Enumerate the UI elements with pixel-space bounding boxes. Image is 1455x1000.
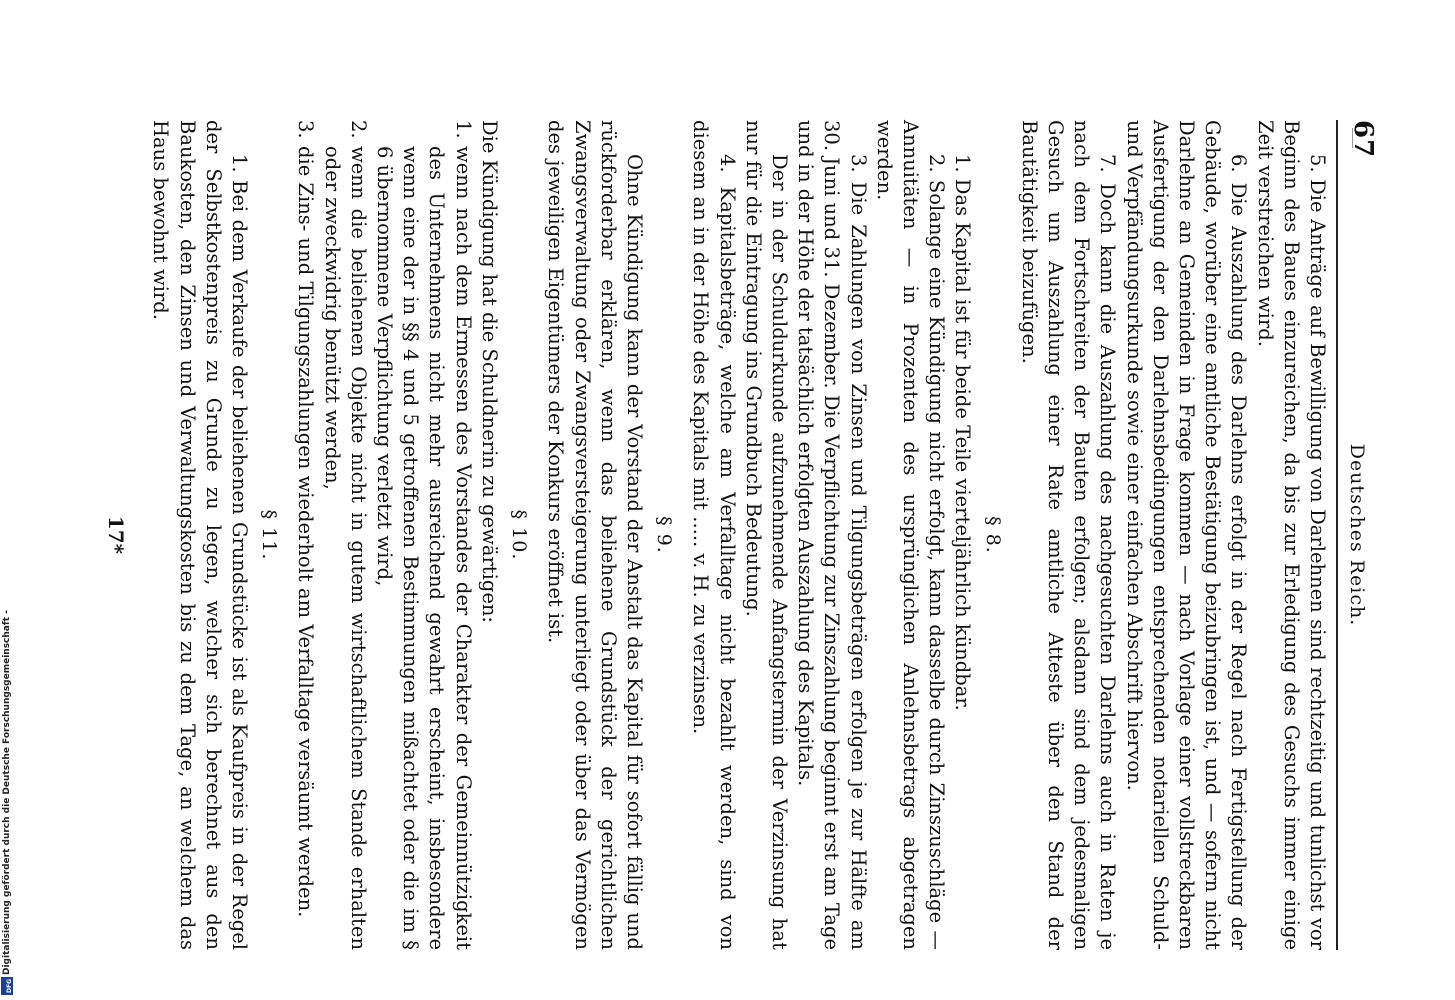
page-number: 67	[1348, 120, 1378, 159]
dfg-logo-icon: DFG	[1, 977, 13, 995]
list-item	[318, 120, 370, 950]
running-title: Deutsches Reich.	[1346, 443, 1368, 627]
list-item	[371, 120, 476, 950]
section-paragraph: Ohne Kündigung kann der Vorstand der Anstalt das Kapital für sofort fällig und rückforderbar erklären, wenn das beliehene Grundstück der gerichtlichen Zwangsverwaltung oder Zwangsversteigerung unterliegt oder über das Vermögen des jeweiligen Eigentümers der Konkurs eröffnet ist.	[544, 120, 646, 950]
page-header	[1336, 120, 1378, 950]
section-paragraph: Der in der Schuldurkunde aufzunehmende Anfangstermin der Verzinsung hat nur für die Eintragung ins Grundbuch Bedeutung.	[741, 120, 791, 950]
intro-paragraphs	[1016, 120, 1330, 950]
paragraph-7: 7. Doch kann die Auszahlung des nachgesuchten Darlehns auch in Raten je nach dem Fortschreiten der Bauten erfolgen; alsdann sind dem jedesmaligen Gesuch um Auszahlung einer Rate amtliche Atteste über den Stand der Bautätigkeit beizufügen.	[1017, 120, 1120, 950]
list-item-text: wenn die beliehenen Objekte nicht in gutem wirtschaftlichem Stande erhalten oder zweckwidrig benützt werden,	[320, 146, 370, 950]
section-9	[542, 120, 677, 950]
section-heading: § 10.	[508, 509, 531, 561]
section-11	[147, 120, 282, 950]
list-item-number: 2.	[346, 120, 370, 139]
list-item-number: 1.	[451, 120, 475, 139]
signature-mark: 17*	[104, 515, 129, 555]
list-item-text: wenn nach dem Ermessen des Vorstandes der Charakter der Gemeinnützigkeit des Unternehmens nicht mehr ausreichend gewahrt erscheint, insbesondere wenn eine der in §§ 4 und 5 getroffenen Bestimmungen mißachtet oder die im § 6 übernommene Verpflichtung verletzt wird,	[373, 146, 475, 950]
section-paragraph: 1. Das Kapital ist für beide Teile vierteljährlich kündbar.	[951, 154, 975, 711]
section-8	[687, 120, 1005, 950]
section-heading: § 11.	[258, 509, 281, 561]
list-item-number: 3.	[294, 120, 318, 139]
paragraph-6: 6. Die Auszahlung des Darlehns erfolgt in der Regel nach Fertigstellung der Gebäude, worüber eine amtliche Bestätigung beizubringen ist, und — sofern nicht Darlehne an Gemeinden in Frage kommen — nach Vorlage einer vollstreckbaren Ausfertigung der den Darlehnsbedingungen entsprechenden notariellen Schuld- und Verpfändungsurkunde sowie einer einfachen Abschrift hiervon.	[1122, 120, 1251, 950]
list-item	[292, 120, 318, 950]
list-item-text: die Zins- und Tilgungszahlungen wiederholt am Verfalltage versäumt werden.	[294, 146, 318, 918]
section-paragraph: 2. Solange eine Kündigung nicht erfolgt, kann dasselbe durch Zinszuschläge — Annuitäten — in Prozenten des ursprünglichen Anlehnsbetrags abgetragen werden.	[872, 120, 949, 950]
section-heading: § 8.	[981, 516, 1004, 554]
section-paragraph: 3. Die Zahlungen von Zinsen und Tilgungsbeträgen erfolgen je zur Hälfte am 30. Juni und 31. Dezember. Die Verpflichtung zur Zinszahlung beginnt erst am Tage und in der Höhe der tatsächlich erfolgten Auszahlung des Kapitals.	[794, 120, 870, 950]
section-paragraph: 1. Bei dem Verkaufe der beliehenen Grundstücke ist als Kaufpreis in der Regel der Selbstkostenpreis zu Grunde zu legen, welcher sich berechnet aus den Baukosten, den Zinsen und Verwaltungskosten bis zu dem Tage, an welchem das Haus bewohnt wird.	[149, 120, 252, 950]
credit-text: Digitalisierung gefördert durch die Deutsche Forschungsgemeinschaft -	[2, 610, 12, 975]
digitization-credit	[0, 605, 14, 995]
section-paragraph: 4. Kapitalsbeträge, welche am Verfalltage nicht bezahlt werden, sind von diesem an in der Höhe des Kapitals mit ..... v. H. zu verzinsen.	[689, 120, 739, 950]
document-page	[104, 120, 1378, 950]
section-heading: § 9.	[653, 516, 676, 554]
paragraph-5: 5. Die Anträge auf Bewilligung von Darlehnen sind rechtzeitig und tunlichst vor Beginn des Baues einzureichen, da bis zur Erledigung des Gesuchs immer einige Zeit verstreichen wird.	[1253, 120, 1329, 950]
list-intro: Die Kündigung hat die Schuldnerin zu gewärtigen:	[477, 120, 501, 623]
section-10	[292, 120, 532, 950]
